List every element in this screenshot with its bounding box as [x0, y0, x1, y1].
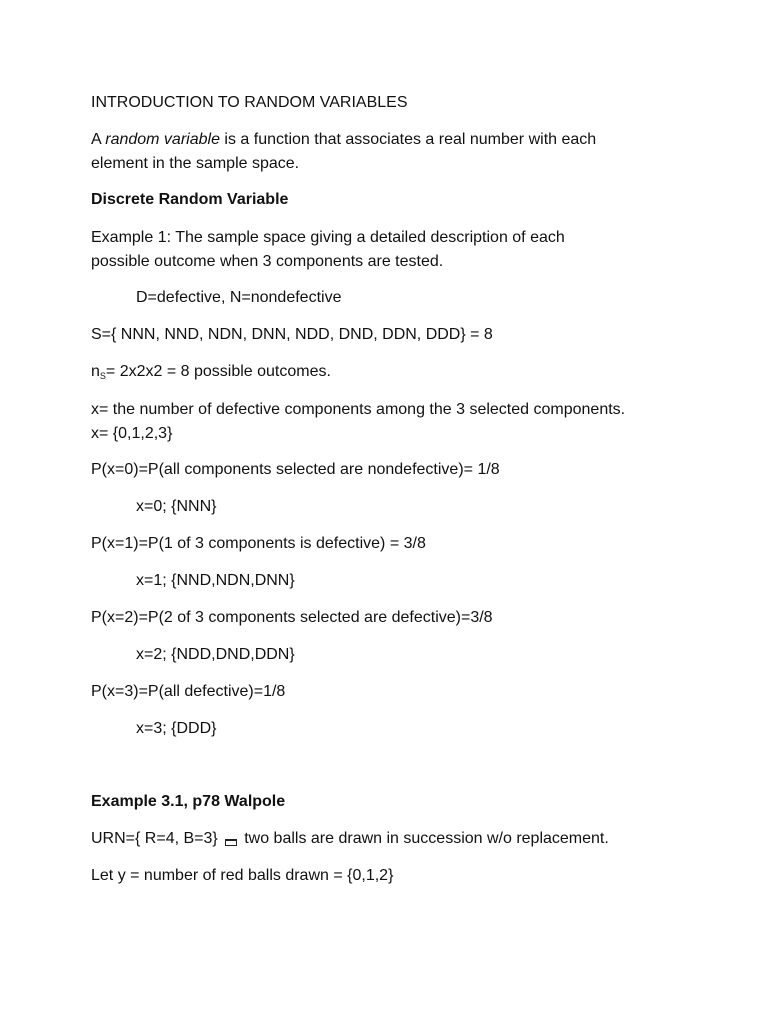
urn-line [91, 827, 609, 851]
p-x1-line: P(x=1)=P(1 of 3 components is defective) = 3/8 [91, 535, 426, 552]
defect-legend: D=defective, N=nondefective [136, 289, 342, 306]
definition-line-1 [91, 128, 596, 152]
let-y-line: Let y = number of red balls drawn = {0,1,2} [91, 867, 394, 884]
x2-outcomes: x=2; {NDD,DND,DDN} [136, 646, 295, 663]
x1-outcomes: x=1; {NND,NDN,DNN} [136, 572, 295, 589]
x3-outcomes: x=3; {DDD} [136, 720, 217, 737]
x0-outcomes: x=0; {NNN} [136, 498, 217, 515]
p-x0-line: P(x=0)=P(all components selected are nondefective)= 1/8 [91, 461, 500, 478]
example1-line-1: Example 1: The sample space giving a detailed description of each [91, 229, 565, 246]
p-x2-line: P(x=2)=P(2 of 3 components selected are defective)=3/8 [91, 609, 493, 626]
definition-prefix: A [91, 131, 106, 148]
implies-symbol-icon [225, 839, 237, 846]
urn-left: URN={ R=4, B=3} [91, 830, 218, 847]
section-discrete-heading: Discrete Random Variable [91, 191, 289, 208]
sample-space-line: S={ NNN, NND, NDN, DNN, NDD, DND, DDN, DDD} = 8 [91, 326, 493, 343]
definition-line-2: element in the sample space. [91, 155, 300, 172]
ns-line [91, 360, 331, 388]
section-example31-heading: Example 3.1, p78 Walpole [91, 793, 286, 810]
ns-rest: = 2x2x2 = 8 possible outcomes. [105, 363, 331, 380]
ns-subscript: S [99, 371, 106, 381]
x-definition-line: x= the number of defective components among the 3 selected components. [91, 401, 626, 418]
example1-line-2: possible outcome when 3 components are tested. [91, 253, 444, 270]
urn-right: two balls are drawn in succession w/o replacement. [244, 830, 609, 847]
p-x3-line: P(x=3)=P(all defective)=1/8 [91, 683, 286, 700]
x-set-line: x= {0,1,2,3} [91, 425, 173, 442]
doc-heading: INTRODUCTION TO RANDOM VARIABLES [91, 94, 408, 111]
ns-base: n [91, 363, 100, 380]
definition-term: random variable [105, 131, 220, 148]
definition-rest: is a function that associates a real number with each [219, 131, 597, 148]
